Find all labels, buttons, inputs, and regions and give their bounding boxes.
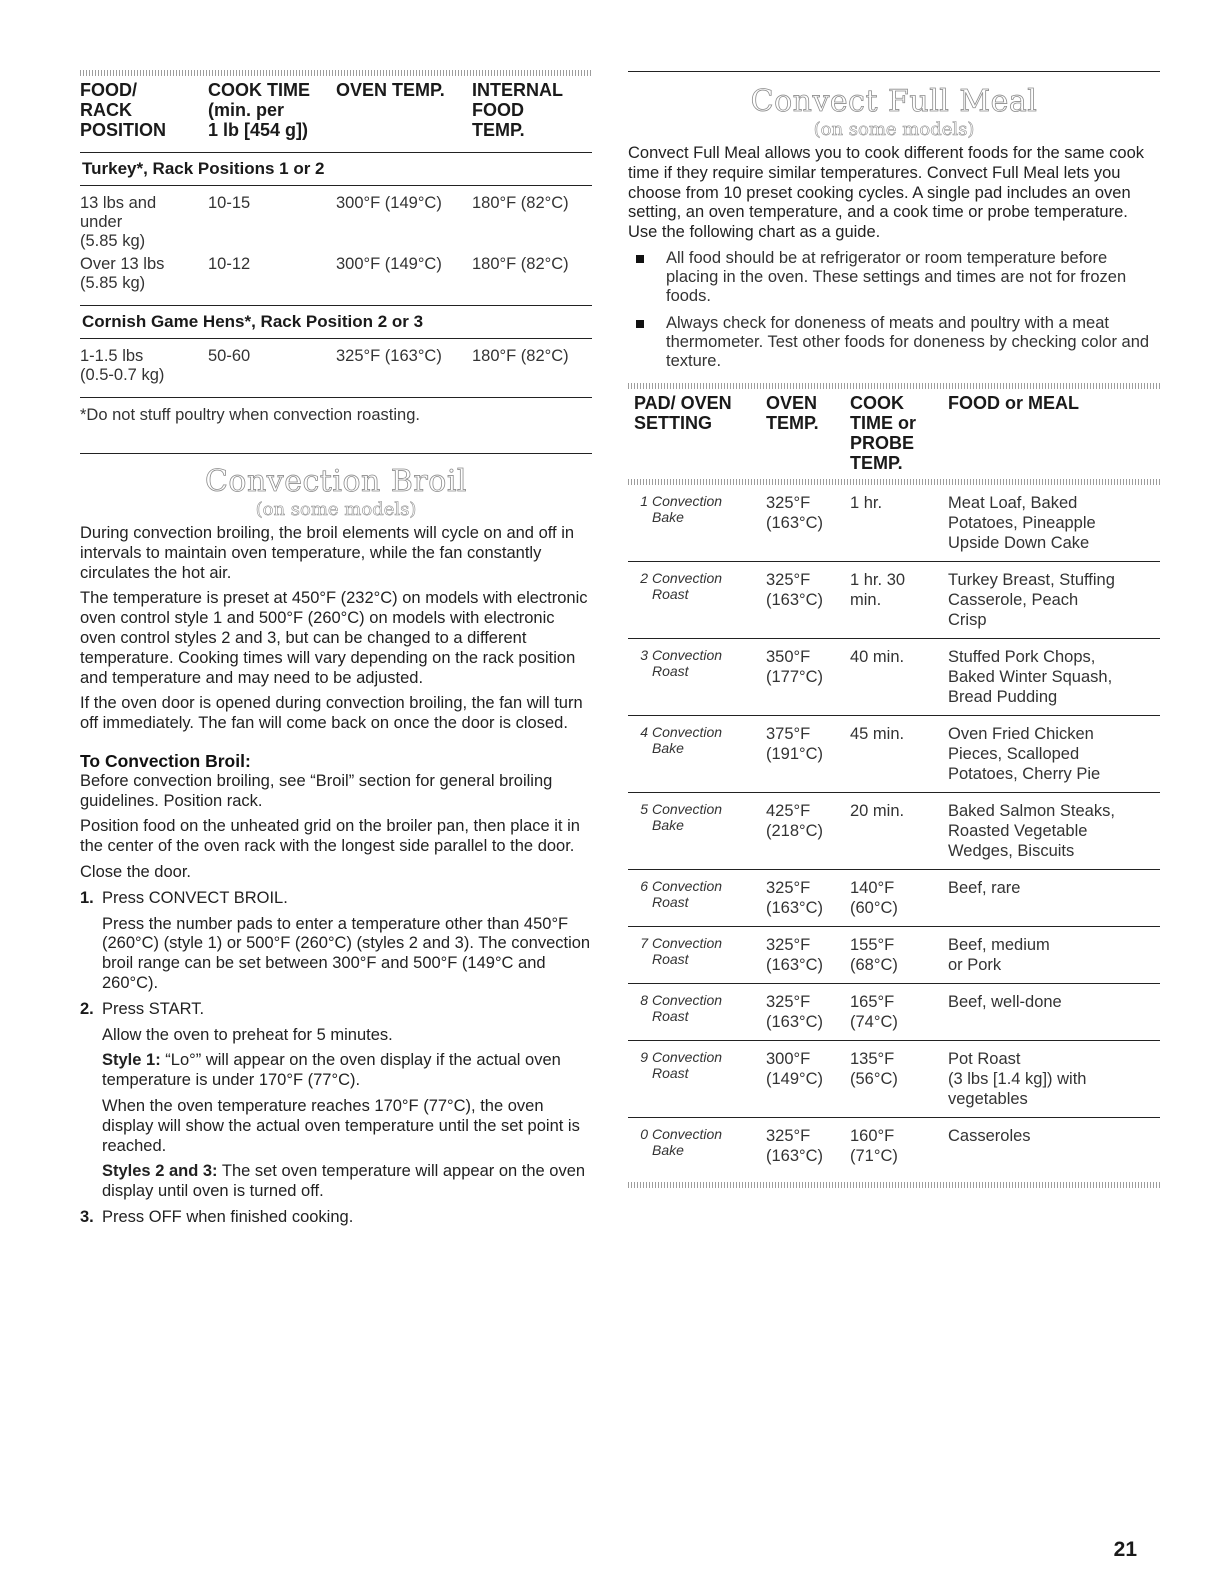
cell-pad-setting xyxy=(628,935,766,975)
cell-oven-temp: 325°F (163°C) xyxy=(766,1126,824,1165)
cell-oven-temp: 425°F (218°C) xyxy=(766,801,824,840)
step-number: 1. xyxy=(80,888,94,907)
style-1-label: Style 1: xyxy=(102,1051,161,1070)
table-row xyxy=(628,493,1160,562)
step-text: Press OFF when finished cooking. xyxy=(102,1207,354,1226)
section-title-convection-broil: Convection Broil xyxy=(204,464,468,499)
cell-food: Oven Fried Chicken Pieces, Scalloped Potatoes, Cherry Pie xyxy=(948,724,1101,783)
style-23-label: Styles 2 and 3: xyxy=(102,1162,218,1181)
paragraph: The temperature is preset at 450°F (232°C) on models with electronic oven control style 1 and 500°F (260°C) on models with electronic oven control styles 2 and 3, but can be changed to a different temperature. Cooking times will vary depending on the rack position and temperature and may need to be adjusted. xyxy=(80,589,588,687)
cell-food: Pot Roast (3 lbs [1.4 kg]) with vegetables xyxy=(948,1049,1087,1108)
howto-heading: To Convection Broil: xyxy=(80,750,251,771)
cell-pad-setting xyxy=(628,1049,766,1109)
footnote: *Do not stuff poultry when convection roasting. xyxy=(80,406,420,424)
section-subtitle: (on some models) xyxy=(813,119,975,140)
table-row xyxy=(628,1126,1160,1174)
oven-setting: Convection Bake xyxy=(652,492,723,525)
cell-pad-setting xyxy=(628,570,766,630)
header-cook-time: COOK TIME or PROBE TEMP. xyxy=(850,392,916,473)
table-row xyxy=(80,194,592,251)
pad-number: 6 xyxy=(640,877,648,894)
cell-oven-temp: 375°F (191°C) xyxy=(766,724,824,763)
pad-number: 5 xyxy=(640,800,648,817)
cell-food: 13 lbs and under (5.85 kg) xyxy=(80,194,157,250)
dotted-rule xyxy=(628,479,1160,485)
page-number: 21 xyxy=(1113,1538,1137,1561)
cell-food: Baked Salmon Steaks, Roasted Vegetable Wedges, Biscuits xyxy=(948,801,1115,860)
step-detail: When the oven temperature reaches 170°F (77°C), the oven display will show the actual oven temperature until the set point is reached. xyxy=(102,1096,580,1155)
oven-setting: Convection Roast xyxy=(652,877,723,910)
cell-time: 50-60 xyxy=(208,347,251,365)
cell-oven-temp: 325°F (163°C) xyxy=(766,493,824,532)
step-number: 2. xyxy=(80,999,94,1018)
cell-pad-setting xyxy=(628,724,766,784)
meal-table-body xyxy=(628,493,1160,1174)
table-row xyxy=(628,992,1160,1041)
cell-pad-setting xyxy=(628,647,766,707)
cell-oven-temp: 325°F (163°C) xyxy=(766,570,824,609)
cell-oven-temp: 325°F (163°C) xyxy=(336,347,442,365)
paragraph: Before convection broiling, see “Broil” section for general broiling guidelines. Position rack. xyxy=(80,771,553,810)
style-1-text: “Lo°” will appear on the oven display if the actual oven temperature is under 170°F (77°C). xyxy=(102,1051,561,1090)
pad-number: 9 xyxy=(640,1048,648,1065)
table-row xyxy=(80,347,592,385)
bullet-text: Always check for doneness of meats and poultry with a meat thermometer. Test other foods for doneness by checking color and texture. xyxy=(666,313,1150,370)
table-row xyxy=(628,647,1160,716)
bullet-square-icon xyxy=(636,320,644,328)
oven-setting: Convection Roast xyxy=(652,934,723,967)
cell-pad-setting xyxy=(628,992,766,1032)
paragraph: Position food on the unheated grid on the broiler pan, then place it in the center of the oven rack with the longest side parallel to the door. xyxy=(80,817,580,856)
header-pad-setting: PAD/ OVEN SETTING xyxy=(634,392,732,433)
cell-cook-time: 40 min. xyxy=(850,647,905,666)
cell-internal-temp: 180°F (82°C) xyxy=(472,347,569,365)
cell-time: 10-15 xyxy=(208,194,251,212)
cell-internal-temp: 180°F (82°C) xyxy=(472,194,569,212)
section-title-convect-full-meal: Convect Full Meal xyxy=(750,84,1038,119)
oven-setting: Convection Bake xyxy=(652,800,723,833)
oven-setting: Convection Roast xyxy=(652,569,723,602)
table-row xyxy=(628,878,1160,927)
cell-cook-time: 45 min. xyxy=(850,724,905,743)
header-oven-temp: OVEN TEMP. xyxy=(766,392,819,433)
table-row xyxy=(628,570,1160,639)
cell-food: Beef, rare xyxy=(948,878,1021,897)
cell-food: Beef, well-done xyxy=(948,992,1062,1011)
pad-number: 8 xyxy=(640,991,648,1008)
cell-cook-time: 1 hr. 30 min. xyxy=(850,570,906,609)
step-detail: Allow the oven to preheat for 5 minutes. xyxy=(102,1025,393,1044)
rule xyxy=(80,397,592,398)
cell-oven-temp: 300°F (149°C) xyxy=(336,255,442,273)
cell-food: Beef, medium or Pork xyxy=(948,935,1050,974)
cell-internal-temp: 180°F (82°C) xyxy=(472,255,569,273)
cell-oven-temp: 325°F (163°C) xyxy=(766,992,824,1031)
cell-oven-temp: 325°F (163°C) xyxy=(766,878,824,917)
cell-oven-temp: 350°F (177°C) xyxy=(766,647,824,686)
group-title-turkey: Turkey*, Rack Positions 1 or 2 xyxy=(82,159,325,178)
cell-pad-setting xyxy=(628,493,766,553)
header-food-rack: FOOD/ RACK POSITION xyxy=(80,80,167,140)
dotted-rule xyxy=(628,1182,1160,1188)
table-row xyxy=(628,724,1160,793)
header-food: FOOD or MEAL xyxy=(948,392,1079,413)
roast-table-header xyxy=(80,80,592,140)
rule xyxy=(80,185,592,186)
header-oven-temp: OVEN TEMP. xyxy=(336,80,445,100)
pad-number: 1 xyxy=(640,492,648,509)
paragraph: Close the door. xyxy=(80,862,191,881)
cell-pad-setting xyxy=(628,1126,766,1166)
section-rule xyxy=(628,71,1160,72)
style-23-note xyxy=(102,1162,592,1202)
rule xyxy=(80,338,592,339)
cell-cook-time: 155°F (68°C) xyxy=(850,935,898,974)
cell-food: 1-1.5 lbs (0.5-0.7 kg) xyxy=(80,347,165,384)
dotted-rule xyxy=(628,383,1160,389)
header-internal-temp: INTERNAL FOOD TEMP. xyxy=(472,80,563,140)
table-row xyxy=(628,1049,1160,1118)
cell-oven-temp: 300°F (149°C) xyxy=(336,194,442,212)
pad-number: 4 xyxy=(640,723,648,740)
pad-number: 3 xyxy=(640,646,648,663)
cell-cook-time: 160°F (71°C) xyxy=(850,1126,898,1165)
bullet-item xyxy=(628,314,1160,371)
style-23-text: The set oven temperature will appear on the oven display until oven is turned off. xyxy=(102,1162,586,1201)
cell-cook-time: 135°F (56°C) xyxy=(850,1049,898,1088)
bullet-text: All food should be at refrigerator or room temperature before placing in the oven. These settings and times are not for frozen foods. xyxy=(666,248,1127,305)
pad-number: 7 xyxy=(640,934,648,951)
cell-oven-temp: 325°F (163°C) xyxy=(766,935,824,974)
step-text: Press CONVECT BROIL. xyxy=(102,888,288,907)
section-subtitle: (on some models) xyxy=(255,499,417,520)
step-2 xyxy=(80,1000,592,1202)
cell-time: 10-12 xyxy=(208,255,251,273)
bullet-item xyxy=(628,249,1160,306)
paragraph: During convection broiling, the broil elements will cycle on and off in intervals to maintain oven temperature, while the fan constantly circulates the hot air. xyxy=(80,524,575,582)
group-title-cornish: Cornish Game Hens*, Rack Position 2 or 3 xyxy=(82,312,424,331)
left-column xyxy=(80,0,592,1228)
cell-pad-setting xyxy=(628,878,766,918)
oven-setting: Convection Roast xyxy=(652,991,723,1024)
step-detail: Press the number pads to enter a temperature other than 450°F (260°C) (style 1) or 500°F (260°C) (styles 2 and 3). The convection broil range can be set between 300°F and 500°F (149°C and 260°C). xyxy=(102,914,591,992)
cell-food: Turkey Breast, Stuffing Casserole, Peach Crisp xyxy=(948,570,1115,629)
dotted-rule xyxy=(80,70,592,76)
intro-paragraph: Convect Full Meal allows you to cook different foods for the same cook time if they require similar temperatures. Convect Full Meal lets you choose from 10 preset cooking cycles. A single pad includes an oven setting, an oven temperature, and a cook time or probe temperature. Use the following chart as a guide. xyxy=(628,144,1145,242)
oven-setting: Convection Roast xyxy=(652,1048,723,1081)
step-text: Press START. xyxy=(102,999,205,1018)
style-1-note xyxy=(102,1051,592,1091)
paragraph: If the oven door is opened during convection broiling, the fan will turn off immediately. The fan will come back on once the door is closed. xyxy=(80,694,583,733)
cell-cook-time: 1 hr. xyxy=(850,493,883,512)
section-rule xyxy=(80,453,592,454)
oven-setting: Convection Roast xyxy=(652,646,723,679)
cell-food: Casseroles xyxy=(948,1126,1031,1145)
cell-cook-time: 140°F (60°C) xyxy=(850,878,898,917)
step-1 xyxy=(80,889,592,994)
cell-food: Over 13 lbs (5.85 kg) xyxy=(80,255,165,292)
cell-cook-time: 20 min. xyxy=(850,801,905,820)
table-row xyxy=(80,255,592,293)
cell-food: Stuffed Pork Chops, Baked Winter Squash, Bread Pudding xyxy=(948,647,1113,706)
bullet-square-icon xyxy=(636,255,644,263)
oven-setting: Convection Bake xyxy=(652,723,723,756)
table-row xyxy=(628,935,1160,984)
oven-setting: Convection Bake xyxy=(652,1125,723,1158)
cell-food: Meat Loaf, Baked Potatoes, Pineapple Upside Down Cake xyxy=(948,493,1096,552)
header-cook-time: COOK TIME (min. per 1 lb [454 g]) xyxy=(208,80,310,140)
step-3 xyxy=(80,1208,592,1228)
pad-number: 0 xyxy=(640,1125,648,1142)
cell-cook-time: 165°F (74°C) xyxy=(850,992,898,1031)
table-row xyxy=(628,801,1160,870)
cell-pad-setting xyxy=(628,801,766,861)
pad-number: 2 xyxy=(640,569,648,586)
right-column xyxy=(628,0,1160,1188)
step-number: 3. xyxy=(80,1207,94,1226)
meal-table-header xyxy=(628,393,1160,473)
cell-oven-temp: 300°F (149°C) xyxy=(766,1049,824,1088)
